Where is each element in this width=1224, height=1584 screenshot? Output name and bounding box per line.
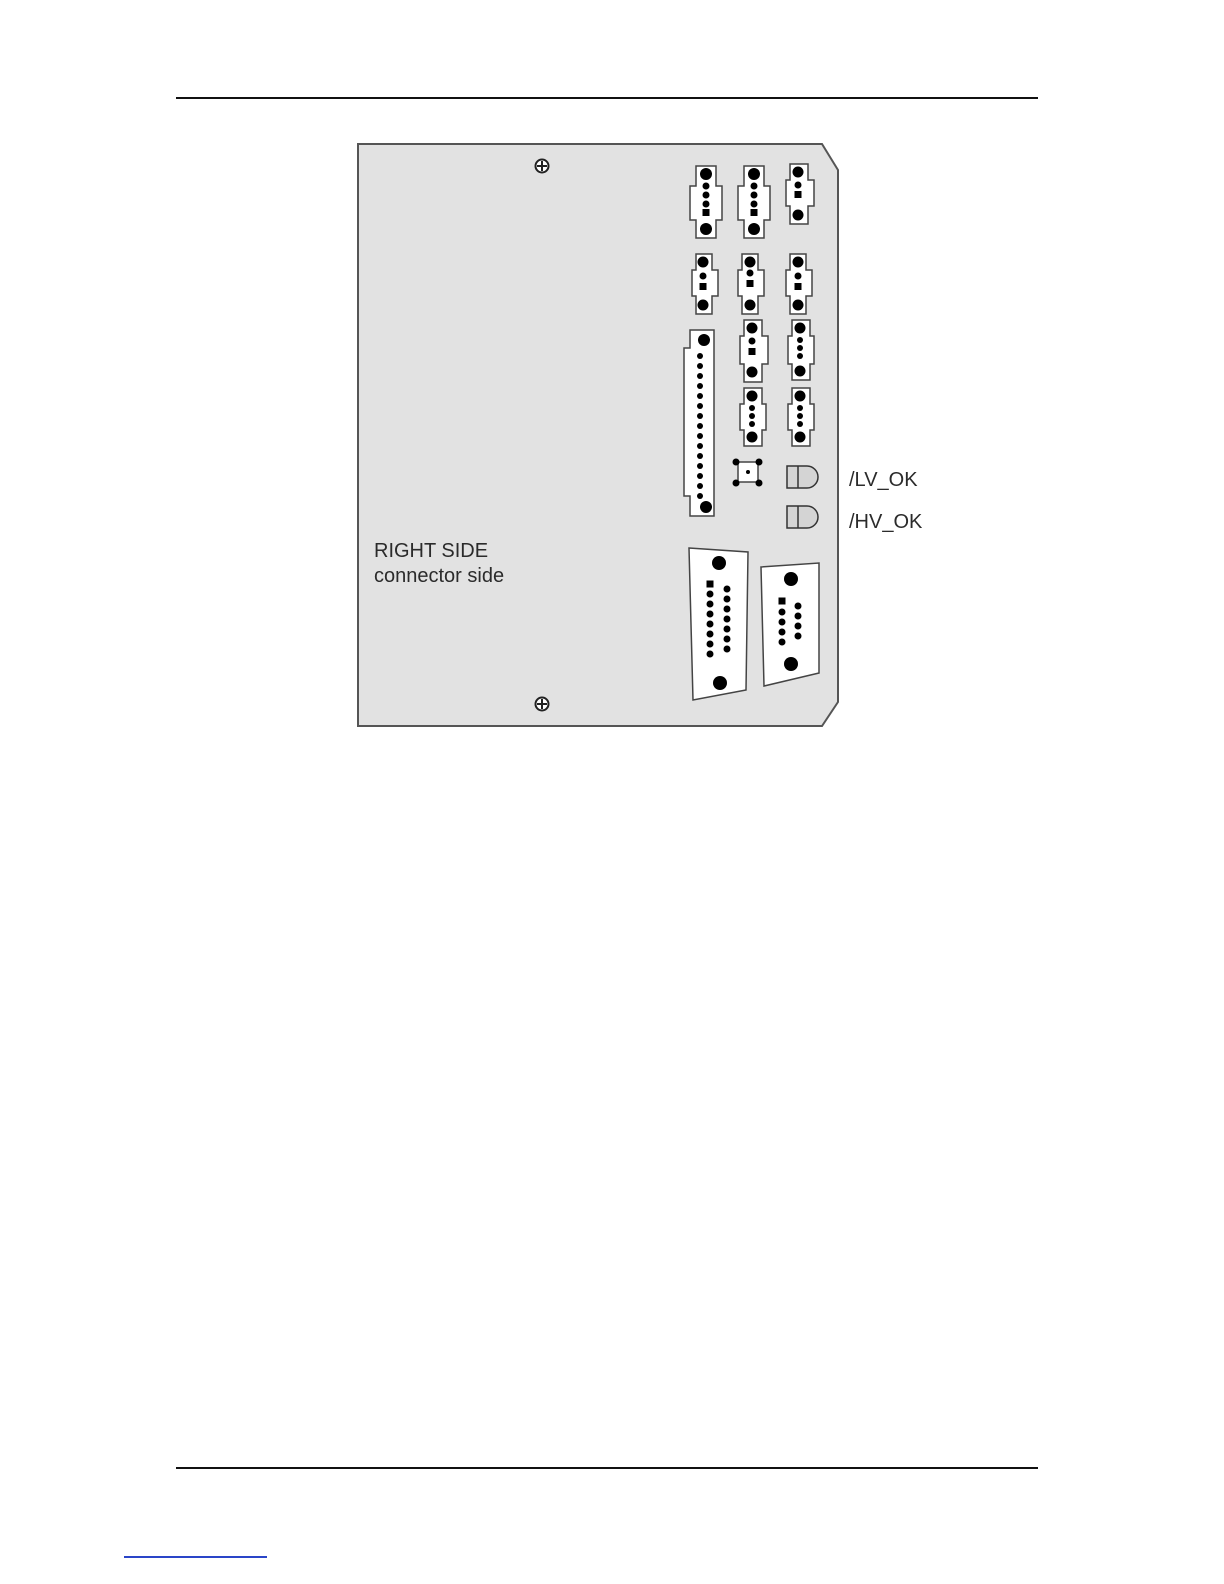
panel-title-line2: connector side — [374, 565, 505, 587]
led-lv-ok — [787, 466, 818, 488]
footer-link-underline[interactable] — [124, 1556, 267, 1558]
mounting-screw-bottom — [536, 698, 549, 711]
connector-row4-2 — [788, 388, 814, 446]
led-label-lv-ok: /LV_OK — [849, 469, 918, 491]
panel-title-line1: RIGHT SIDE — [374, 540, 489, 562]
mounting-screw-top — [536, 160, 549, 173]
led-label-hv-ok: /HV_OK — [849, 511, 923, 533]
footer-rule — [176, 1467, 1038, 1469]
connector-row3-2 — [788, 320, 814, 380]
dsub-connector-15pin — [689, 548, 748, 700]
dsub-connector-9pin — [761, 563, 819, 686]
led-hv-ok — [787, 506, 818, 528]
connector-long-vertical — [684, 330, 714, 516]
connector-row4-1 — [740, 388, 766, 446]
